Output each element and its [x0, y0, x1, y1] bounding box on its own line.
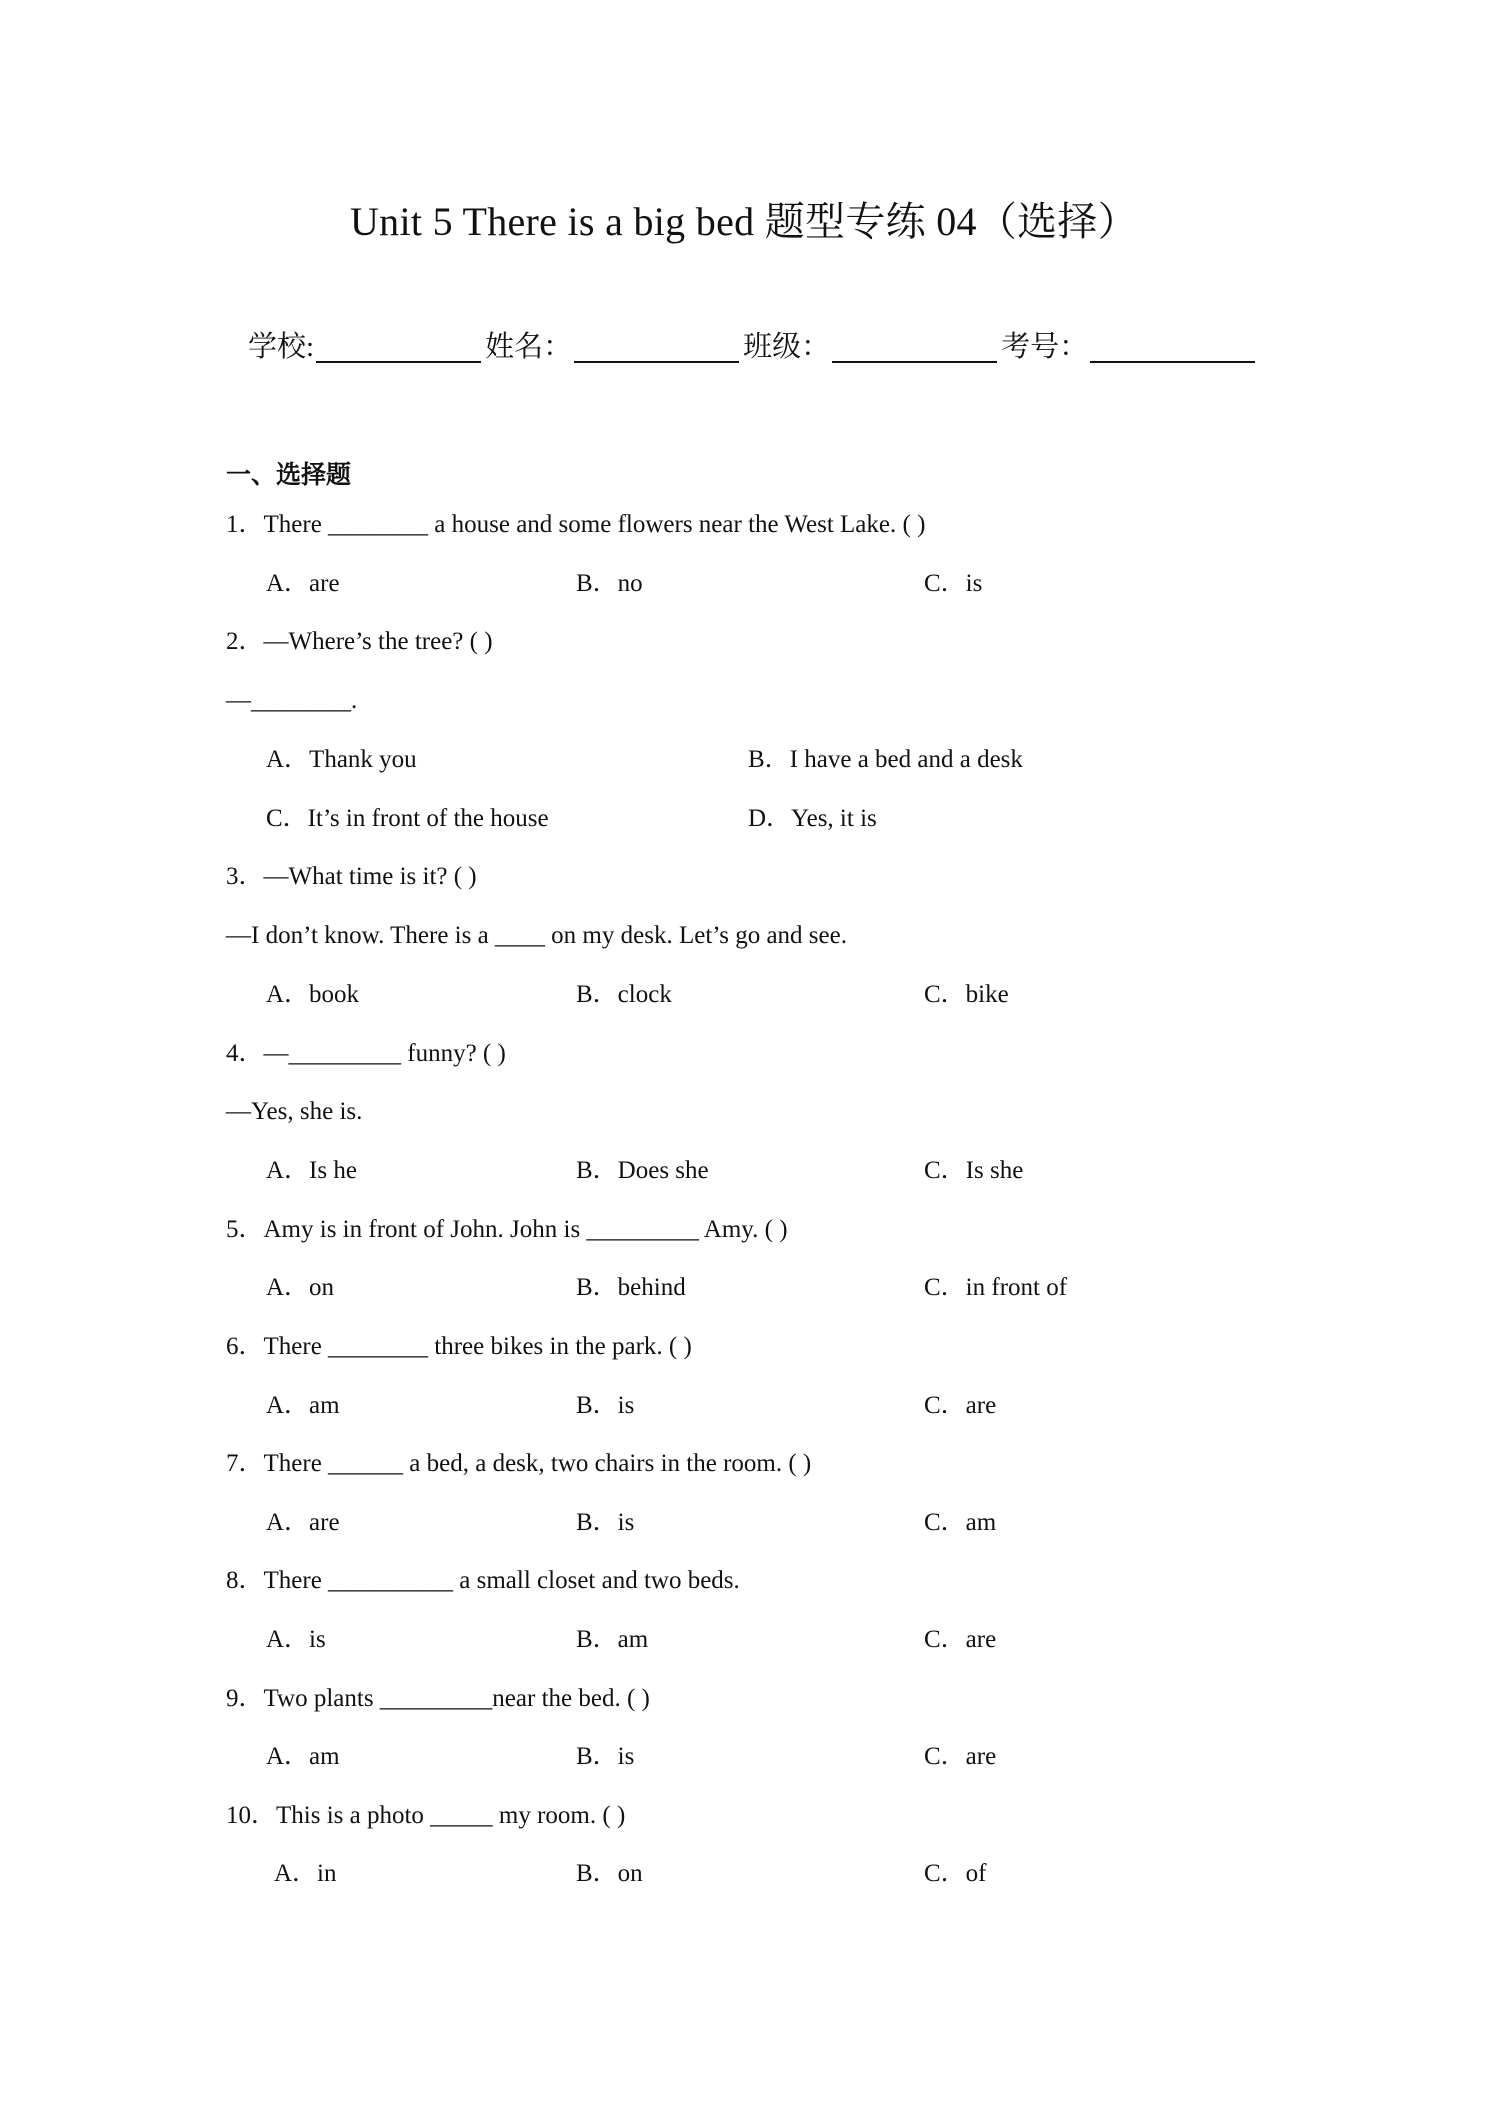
option-a[interactable]: A．Thank you [266, 746, 417, 773]
number-label: 考号： [1001, 331, 1089, 363]
question-stem: 6．There ________ three bikes in the park. ( ) [226, 1333, 692, 1360]
question-stem: 10．This is a photo _____ my room. ( ) [226, 1802, 626, 1829]
option-d[interactable]: D．Yes, it is [748, 805, 877, 832]
question-stem: 7．There ______ a bed, a desk, two chairs in the room. ( ) [226, 1450, 812, 1477]
option-c[interactable]: C．am [924, 1509, 997, 1536]
question-stem: 8．There __________ a small closet and two beds. [226, 1567, 740, 1594]
option-c[interactable]: C．are [924, 1743, 997, 1770]
option-c[interactable]: C．are [924, 1626, 997, 1653]
option-b[interactable]: B．Does she [576, 1157, 709, 1184]
name-label: 姓名： [485, 331, 573, 363]
question-reply: —________. [226, 687, 358, 714]
section-heading: 一、选择题 [226, 460, 352, 489]
option-a[interactable]: A．am [266, 1743, 340, 1770]
option-b[interactable]: B．on [576, 1860, 643, 1887]
question-stem: 9．Two plants _________near the bed. ( ) [226, 1685, 650, 1712]
student-info-row [248, 325, 1259, 369]
question-reply: —Yes, she is. [226, 1098, 363, 1125]
option-c[interactable]: C．in front of [924, 1274, 1068, 1301]
option-a[interactable]: A．am [266, 1392, 340, 1419]
option-a[interactable]: A．in [274, 1860, 337, 1887]
question-stem: 3．—What time is it? ( ) [226, 863, 477, 890]
page-title: Unit 5 There is a big bed 题型专练 04（选择） [349, 199, 1139, 244]
option-b[interactable]: B．no [576, 570, 643, 597]
question-reply: —I don’t know. There is a ____ on my desk. Let’s go and see. [226, 922, 847, 949]
option-b[interactable]: B．behind [576, 1274, 686, 1301]
option-c[interactable]: C．It’s in front of the house [266, 805, 549, 832]
class-label: 班级： [743, 331, 831, 363]
number-blank[interactable] [1090, 331, 1255, 363]
option-c[interactable]: C．Is she [924, 1157, 1024, 1184]
option-b[interactable]: B．I have a bed and a desk [748, 746, 1023, 773]
option-a[interactable]: A．is [266, 1626, 326, 1653]
option-c[interactable]: C．is [924, 570, 983, 597]
question-stem: 5．Amy is in front of John. John is _________ Amy. ( ) [226, 1216, 788, 1243]
option-c[interactable]: C．bike [924, 981, 1009, 1008]
option-a[interactable]: A．are [266, 1509, 340, 1536]
option-b[interactable]: B．am [576, 1626, 649, 1653]
option-c[interactable]: C．are [924, 1392, 997, 1419]
option-a[interactable]: A．Is he [266, 1157, 357, 1184]
option-a[interactable]: A．on [266, 1274, 335, 1301]
question-stem: 2．—Where’s the tree? ( ) [226, 628, 493, 655]
question-stem: 4．—_________ funny? ( ) [226, 1040, 506, 1067]
option-b[interactable]: B．is [576, 1509, 635, 1536]
option-c[interactable]: C．of [924, 1860, 987, 1887]
option-b[interactable]: B．clock [576, 981, 672, 1008]
option-a[interactable]: A．book [266, 981, 360, 1008]
option-b[interactable]: B．is [576, 1392, 635, 1419]
class-blank[interactable] [832, 331, 997, 363]
school-label: 学校: [248, 331, 315, 363]
school-blank[interactable] [316, 331, 481, 363]
option-a[interactable]: A．are [266, 570, 340, 597]
question-stem: 1．There ________ a house and some flowers near the West Lake. ( ) [226, 511, 926, 538]
name-blank[interactable] [574, 331, 739, 363]
option-b[interactable]: B．is [576, 1743, 635, 1770]
